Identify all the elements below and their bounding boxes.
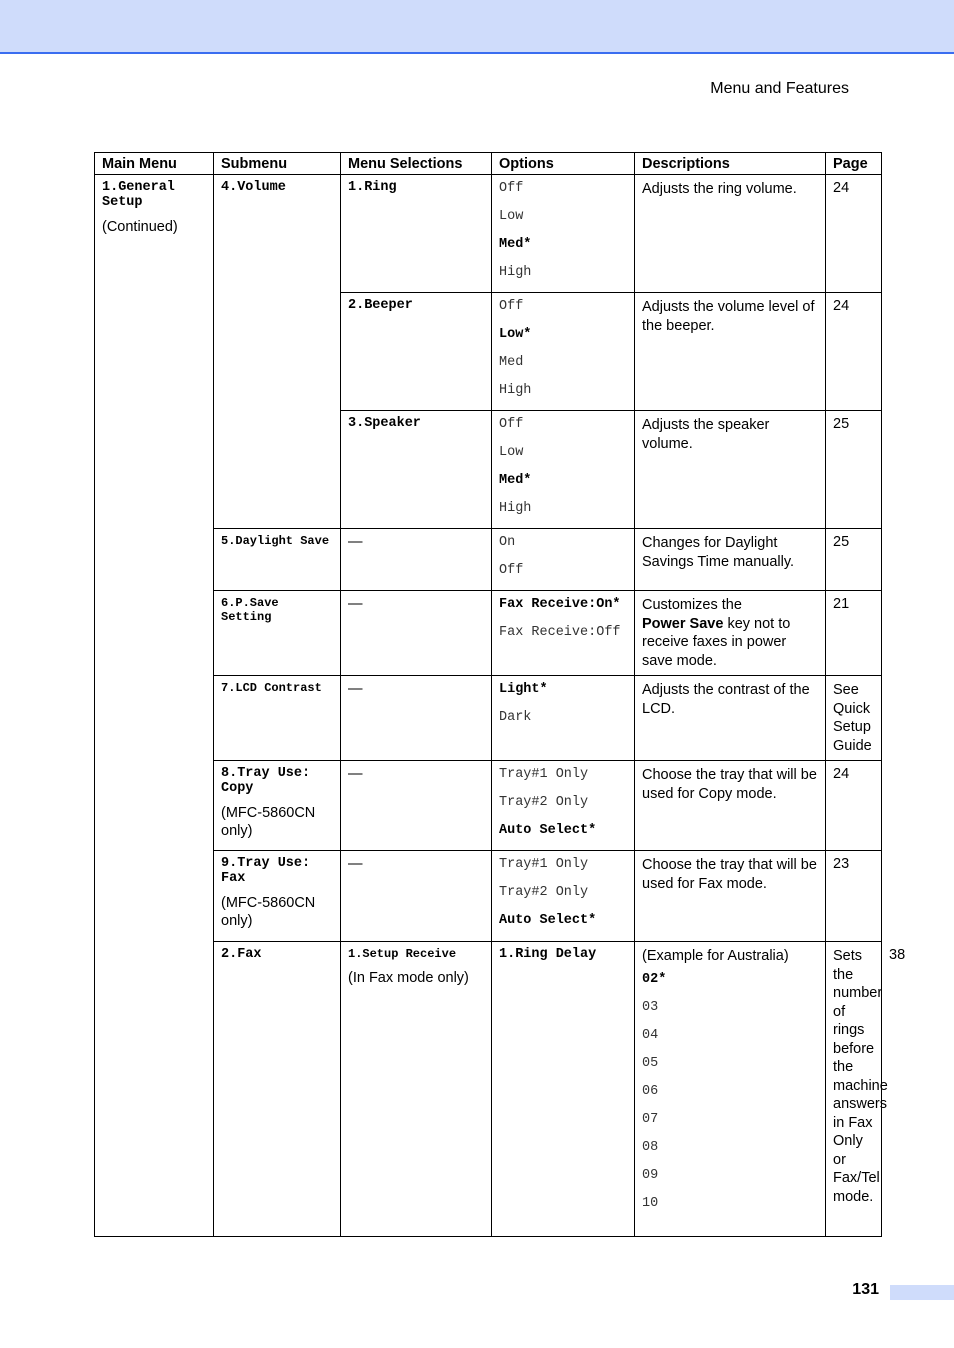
option-default: Auto Select*	[499, 913, 597, 928]
option: Low	[499, 445, 524, 460]
main-menu-label: 2.Fax	[221, 947, 262, 962]
page-ref: 23	[826, 851, 882, 942]
main-menu-label: 1.General Setup	[102, 180, 175, 210]
option: Low	[499, 209, 524, 224]
submenu-cell	[214, 851, 341, 942]
submenu-label: 4.Volume	[221, 180, 286, 195]
option: On	[499, 535, 516, 550]
page-ref: 25	[826, 411, 882, 529]
col-header: Options	[492, 153, 635, 175]
selection-cell	[492, 942, 635, 1237]
options-cell	[492, 175, 635, 293]
option: Tray#2 Only	[499, 885, 589, 900]
submenu-label: 5.Daylight Save	[221, 534, 330, 548]
description	[635, 591, 826, 676]
option-default: Light*	[499, 682, 548, 697]
col-header: Submenu	[214, 153, 341, 175]
selection-cell: —	[341, 851, 492, 942]
description: Choose the tray that will be used for Fax mode.	[635, 851, 826, 942]
option: 03	[642, 999, 659, 1015]
table-row	[95, 529, 882, 591]
example-note: (Example for Australia)	[642, 948, 789, 964]
page-ref: See Quick Setup Guide	[826, 676, 882, 761]
option: 07	[642, 1111, 659, 1127]
continued-note: (Continued)	[102, 219, 178, 235]
option-default: Med*	[499, 473, 532, 488]
option-default: Low*	[499, 327, 532, 342]
option: 09	[642, 1167, 659, 1183]
description-text: key not to receive faxes in power save mode.	[642, 615, 791, 669]
mode-note: (In Fax mode only)	[348, 970, 469, 986]
submenu-cell	[341, 942, 492, 1237]
page-number: 131	[852, 1281, 879, 1298]
option: Off	[499, 181, 524, 196]
table-row: 2.Fax 1.Setup Receive (In Fax mode only) 1.Ring Delay (Example for Australia) 02* 03 04 05 06 07 08 09 10 Sets the number of rings before the machine answers in Fax Only or Fax/Tel mode. 38	[95, 942, 882, 1237]
main-menu-cell	[214, 942, 341, 1237]
submenu-cell	[214, 591, 341, 676]
option: Off	[499, 563, 524, 578]
description: Choose the tray that will be used for Copy mode.	[635, 761, 826, 851]
description: Adjusts the volume level of the beeper.	[635, 293, 826, 411]
selection-cell: —	[341, 529, 492, 591]
options-cell	[492, 851, 635, 942]
submenu-label: 8.Tray Use: Copy	[221, 766, 311, 796]
menu-table	[94, 152, 906, 1237]
submenu-cell	[214, 761, 341, 851]
description: Adjusts the speaker volume.	[635, 411, 826, 529]
model-note: (MFC-5860CN only)	[221, 805, 316, 839]
description: Adjusts the contrast of the LCD.	[635, 676, 826, 761]
submenu-cell	[214, 529, 341, 591]
selection-cell	[341, 411, 492, 529]
option: Fax Receive:Off	[499, 625, 621, 640]
main-menu-cell	[95, 175, 214, 1237]
option: Tray#2 Only	[499, 795, 589, 810]
option: 08	[642, 1139, 659, 1155]
selection-cell: —	[341, 761, 492, 851]
submenu-label: 1.Setup Receive	[348, 947, 457, 961]
submenu-cell	[214, 175, 341, 529]
option: 06	[642, 1083, 659, 1099]
option: Dark	[499, 710, 532, 725]
table-row	[95, 676, 882, 761]
options-cell	[492, 293, 635, 411]
options-cell	[492, 591, 635, 676]
header-bar	[0, 0, 954, 54]
col-header: Page	[826, 153, 882, 175]
options-cell	[492, 761, 635, 851]
table-header-row	[95, 153, 882, 175]
table-row	[95, 175, 882, 293]
options-cell	[492, 529, 635, 591]
selection-cell	[341, 293, 492, 411]
option: 10	[642, 1195, 659, 1211]
option: High	[499, 501, 532, 516]
table-row	[95, 761, 882, 851]
col-header: Descriptions	[635, 153, 826, 175]
option: Off	[499, 417, 524, 432]
description: Sets the number of rings before the machine answers in Fax Only or Fax/Tel mode.	[826, 942, 882, 1237]
option: High	[499, 265, 532, 280]
selection-cell	[341, 175, 492, 293]
option-default: 02*	[642, 971, 667, 987]
description: Changes for Daylight Savings Time manually.	[635, 529, 826, 591]
table-row	[95, 851, 882, 942]
description-text: Customizes the	[642, 597, 742, 613]
option: 05	[642, 1055, 659, 1071]
selection-label: 3.Speaker	[348, 416, 421, 431]
option-default: Fax Receive:On*	[499, 597, 621, 612]
section-title: Menu and Features	[710, 80, 849, 97]
option-default: Med*	[499, 237, 532, 252]
selection-label: 2.Beeper	[348, 298, 413, 313]
option: High	[499, 383, 532, 398]
col-header: Main Menu	[95, 153, 214, 175]
option: Med	[499, 355, 524, 370]
col-header: Menu Selections	[341, 153, 492, 175]
page-ref: 24	[826, 175, 882, 293]
selection-cell: —	[341, 676, 492, 761]
option-default: Auto Select*	[499, 823, 597, 838]
selection-label: 1.Ring	[348, 180, 397, 195]
page-ref: 21	[826, 591, 882, 676]
page-ref: 24	[826, 293, 882, 411]
submenu-label: 6.P.Save Setting	[221, 596, 279, 624]
submenu-label: 9.Tray Use: Fax	[221, 856, 311, 886]
submenu-cell	[214, 676, 341, 761]
page-ref: 25	[826, 529, 882, 591]
page-ref: 24	[826, 761, 882, 851]
power-save-key: Power Save	[642, 615, 724, 632]
selection-cell: —	[341, 591, 492, 676]
table-row	[95, 591, 882, 676]
description: Adjusts the ring volume.	[635, 175, 826, 293]
option: 04	[642, 1027, 659, 1043]
options-cell	[492, 411, 635, 529]
model-note: (MFC-5860CN only)	[221, 895, 316, 929]
options-cell	[635, 942, 826, 1237]
page-tab-marker	[890, 1285, 954, 1300]
option: Off	[499, 299, 524, 314]
selection-label: 1.Ring Delay	[499, 947, 597, 962]
submenu-label: 7.LCD Contrast	[221, 681, 322, 695]
option: Tray#1 Only	[499, 767, 589, 782]
options-cell	[492, 676, 635, 761]
option: Tray#1 Only	[499, 857, 589, 872]
